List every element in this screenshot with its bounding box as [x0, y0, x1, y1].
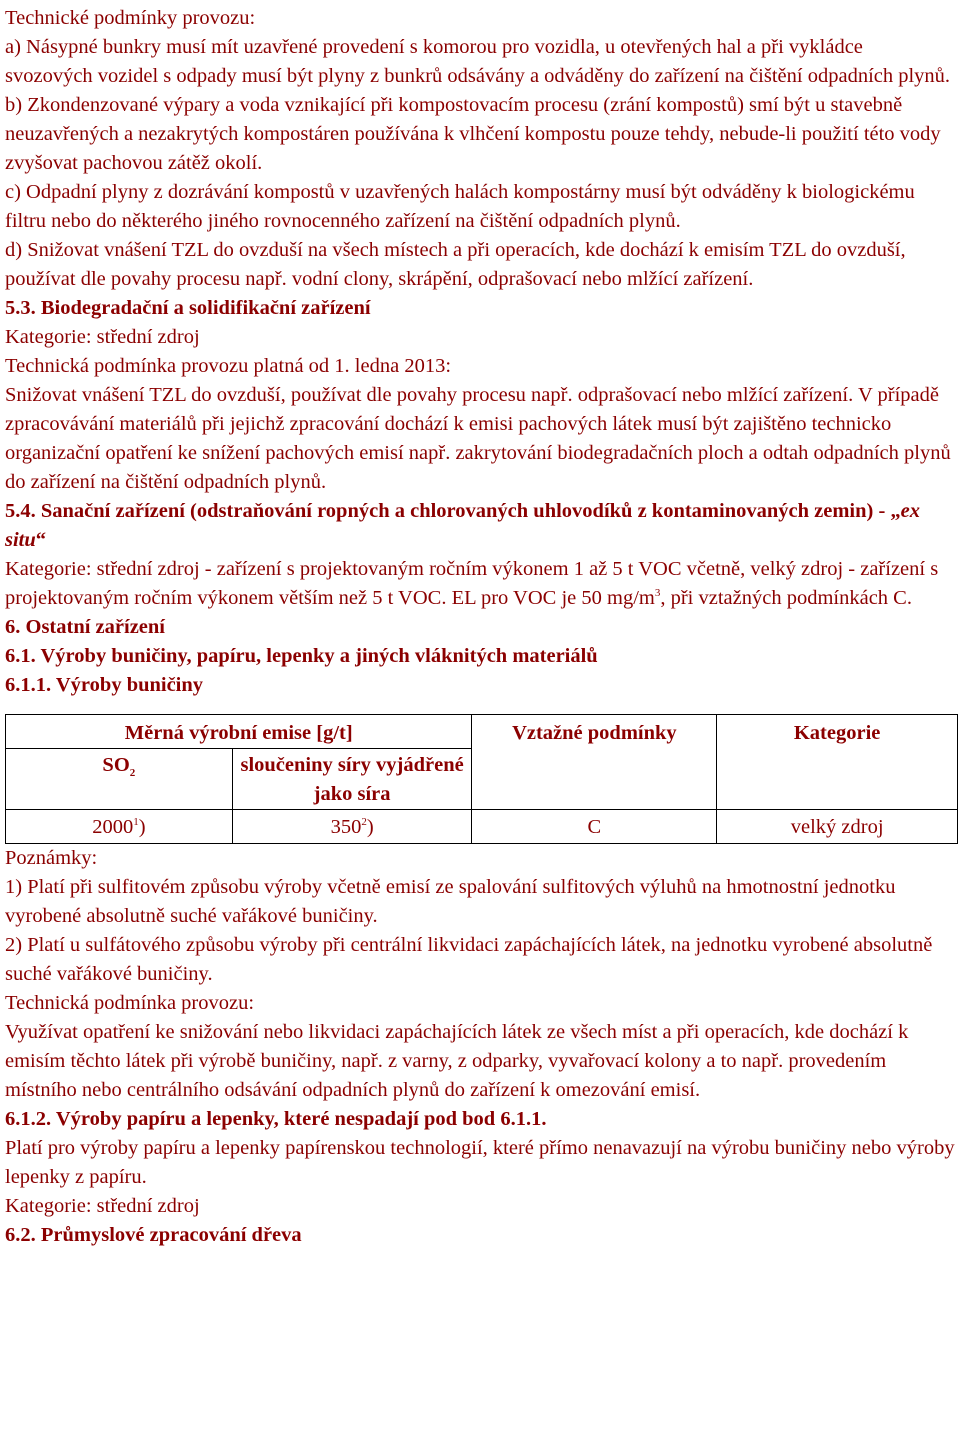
header-conditions: Vztažné podmínky: [472, 715, 717, 810]
paragraph-c: c) Odpadní plyny z dozrávání kompostů v uzavřených halách kompostárny musí být odváděny k biologickému filtru nebo do některého jiného rovnocenného zařízení na čištění odpadních plynů.: [5, 181, 915, 232]
sulfur-note: 2: [361, 816, 367, 829]
document-page: [5, 4, 955, 1250]
section-6-2-title: 6.2. Průmyslové zpracování dřeva: [5, 1224, 302, 1246]
section-5-4-title-prefix: 5.4. Sanační zařízení (odstraňování ropných a chlorovaných uhlovodíků z kontaminovaných zemin) - „: [5, 500, 901, 522]
section-5-4-text-main: Kategorie: střední zdroj - zařízení s projektovaným ročním výkonem 1 až 5 t VOC včetně, velký zdroj - zařízení s projektovaným ročním výkonem větším než 5 t VOC. EL pro VOC je 50 mg/m: [5, 558, 939, 609]
section-6-1-2-text: Platí pro výroby papíru a lepenky papírenskou technologií, které přímo nenavazují na výrobu buničiny nebo výroby lepenky z papíru.: [5, 1137, 955, 1188]
note-2: 2) Platí u sulfátového způsobu výroby při centrální likvidaci zapáchajících látek, na jednotku vyrobené absolutně suché vařákové buničiny.: [5, 934, 933, 985]
technical-condition-label: Technická podmínka provozu:: [5, 992, 255, 1014]
paragraph-b: b) Zkondenzované výpary a voda vznikající při kompostovacím procesu (zrání kompostů) smí být u stavebně neuzavřených a nezakrytých kompostáren používána k vlhčení kompostu pouze tehdy, nebude-li použití této vody zvyšovat pachovou zátěž okolí.: [5, 94, 941, 174]
cell-so2-value: [6, 810, 233, 844]
section-5-4-text-sup: 3: [654, 587, 661, 600]
header-so2-label: SO: [102, 754, 130, 776]
so2-value: 2000: [92, 816, 134, 838]
section-5-4-text: [5, 555, 955, 613]
header-emission: Měrná výrobní emise [g/t]: [6, 715, 472, 749]
section-5-3-condition-label: Technická podmínka provozu platná od 1. ledna 2013:: [5, 355, 452, 377]
header-category: Kategorie: [717, 715, 958, 810]
sulfur-value: 350: [330, 816, 362, 838]
section-5-3-text: Snižovat vnášení TZL do ovzduší, používat dle povahy procesu např. odprašovací nebo mlžící zařízení. V případě zpracovávání materiálů při jejichž zpracování dochází k emisi pachových látek musí být zajištěno technicko organizační opatření ke snížení pachových emisí např. zakrytování biodegradačních ploch a odtah odpadních plynů do zařízení na čištění odpadních plynů.: [5, 384, 951, 493]
note-1: 1) Platí při sulfitovém způsobu výroby včetně emisí ze spalování sulfitových výluhů na hmotnostní jednotku vyrobené absolutně suché vařákové buničiny.: [5, 876, 896, 927]
section-6-1-2-category: Kategorie: střední zdroj: [5, 1195, 200, 1217]
notes-label: Poznámky:: [5, 847, 98, 869]
section-6-1-title: 6.1. Výroby buničiny, papíru, lepenky a jiných vláknitých materiálů: [5, 645, 598, 667]
paragraph-d: d) Snižovat vnášení TZL do ovzduší na všech místech a při operacích, kde dochází k emisím TZL do ovzduší, používat dle povahy procesu např. vodní clony, skrápění, odprašovací nebo mlžící zařízení.: [5, 239, 906, 290]
sulfur-note-close: ): [366, 816, 374, 838]
section-5-4-title-suffix: “: [35, 529, 47, 551]
so2-note: 1: [133, 816, 139, 829]
technical-condition-text: Využívat opatření ke snižování nebo likvidaci zapáchajících látek ze všech míst a při operacích, kde dochází k emisím těchto látek při výrobě buničiny, např. z varny, z odparky, vyvařovací kolony a to např. provedením místního nebo centrálního odsávání odpadních plynů do zařízení k omezování emisí.: [5, 1021, 909, 1101]
section-5-4-text-end: , při vztažných podmínkách C.: [660, 587, 912, 609]
section-5-4-title-italic: ex situ: [5, 500, 921, 551]
so2-note-close: ): [138, 816, 146, 838]
header-so2-sub: 2: [129, 767, 136, 780]
section-6-title: 6. Ostatní zařízení: [5, 616, 165, 638]
cell-sulfur-value: [232, 810, 472, 844]
header-sulfur: sloučeniny síry vyjádřené jako síra: [232, 749, 472, 810]
section-5-3-category: Kategorie: střední zdroj: [5, 326, 200, 348]
emission-table: [5, 714, 958, 844]
paragraph-a: a) Násypné bunkry musí mít uzavřené provedení s komorou pro vozidla, u otevřených hal a při vykládce svozových vozidel s odpady musí být plyny z bunkrů odsávány a odváděny do zařízení na čištění odpadních plynů.: [5, 36, 951, 87]
cell-category: velký zdroj: [717, 810, 958, 844]
intro-heading: Technické podmínky provozu:: [5, 7, 256, 29]
header-so2: [6, 749, 233, 810]
section-6-1-2-title: 6.1.2. Výroby papíru a lepenky, které nespadají pod bod 6.1.1.: [5, 1108, 547, 1130]
section-5-4-title: [5, 497, 955, 555]
section-6-1-1-title: 6.1.1. Výroby buničiny: [5, 674, 204, 696]
section-5-3-title: 5.3. Biodegradační a solidifikační zařízení: [5, 297, 371, 319]
cell-conditions: C: [472, 810, 717, 844]
